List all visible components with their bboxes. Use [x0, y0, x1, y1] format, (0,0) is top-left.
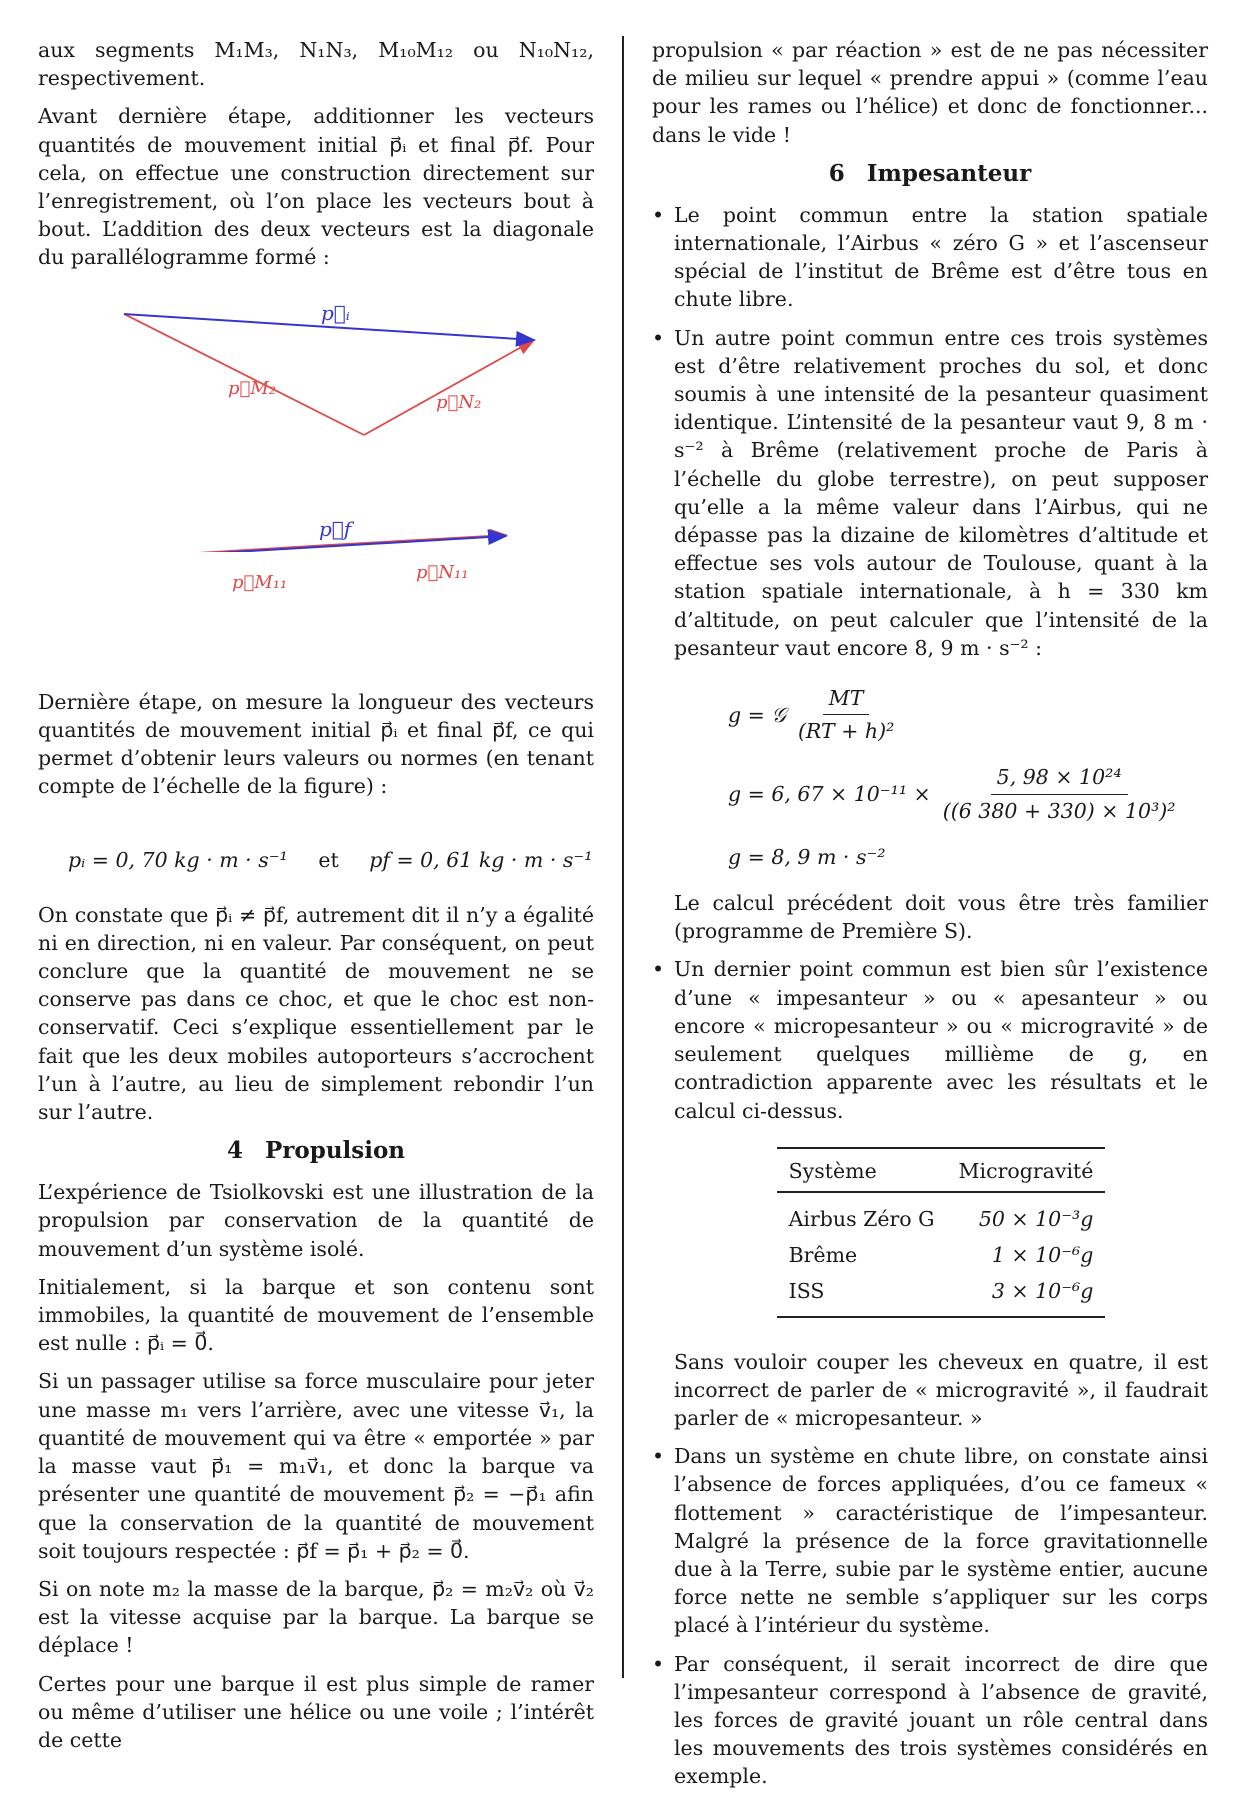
right-column [652, 36, 1208, 1801]
label-pN2: p⃗N₂ [436, 391, 482, 413]
equation-1 [728, 684, 1208, 745]
table-cell: 1 × 10⁻⁶g [991, 1243, 1094, 1268]
left-column [38, 36, 594, 1764]
eq1-denominator: (RT + h)² [797, 719, 895, 744]
section-6-number: 6 [828, 159, 845, 187]
table-cell: Airbus Zéro G [788, 1206, 935, 1231]
eq-et: et [318, 848, 339, 873]
paragraph-segments: aux segments M₁M₃, N₁N₃, M₁₀M₁₂ ou N₁₀N₁₂, respectivement. [38, 38, 594, 91]
list-item [652, 1442, 1208, 1639]
table-cell: ISS [777, 1273, 947, 1316]
paragraph-propulsion-cont: propulsion « par réaction » est de ne pas nécessiter de milieu sur lequel « prendre appui » (comme l’eau pour les rames ou l’hélice) et donc de fonctionner... dans le vide ! [652, 38, 1208, 147]
section-6-title: Impesanteur [866, 159, 1032, 187]
column-rule [622, 36, 624, 1678]
table-header-system: Système [777, 1148, 947, 1192]
gravity-equations [728, 684, 1208, 871]
bullet-flottement: • Dans un système en chute libre, on constate ainsi l’absence de forces appliquées, d’ou ce fameux « flottement » caractéristique de l’impesanteur. Malgré la présence de la force gravitationnelle due à la Terre, subie par le système entier, aucune force nette ne semble s’appliquer sur les corps placé à l’intérieur du système. [674, 1444, 1208, 1638]
table-cell: 3 × 10⁻⁶g [947, 1273, 1106, 1316]
paragraph-initial: Initialement, si la barque et son contenu sont immobiles, la quantité de mouvement de l’ensemble est nulle : p⃗ᵢ = 0⃗. [38, 1274, 594, 1356]
list-item [652, 955, 1208, 1432]
table-header-microgravity: Microgravité [947, 1148, 1106, 1192]
eq1-numerator: MT [823, 684, 870, 715]
paragraph-barque: Si on note m₂ la masse de la barque, p⃗₂ = m₂v⃗₂ où v⃗₂ est la vitesse acquise par la barque. La barque se déplace ! [38, 1576, 594, 1658]
table-header-row [777, 1148, 1106, 1192]
microgravity-table [777, 1147, 1106, 1318]
list-item [652, 201, 1208, 314]
paragraph-micropesanteur: Sans vouloir couper les cheveux en quatre, il est incorrect de parler de « microgravité », il faudrait parler de « micropesanteur. » [674, 1349, 1208, 1430]
section-4-number: 4 [226, 1137, 243, 1165]
eq1-fraction [792, 684, 900, 745]
paragraph-addition: Avant dernière étape, additionner les vecteurs quantités de mouvement initial p⃗ᵢ et final p⃗f. Pour cela, on effectue une construction directement sur l’enregistrement, où l’on place les vecteurs bout à bout. L’addition des deux vecteurs est la diagonale du parallélogramme formé : [38, 104, 594, 270]
label-pM2: p⃗M₂ [228, 377, 276, 399]
label-pN11: p⃗N₁₁ [416, 561, 469, 583]
list-item [652, 324, 1208, 946]
table-row [777, 1237, 1106, 1273]
list-item [652, 1650, 1208, 1791]
eq1-lhs: g = 𝒢 [728, 702, 786, 727]
equation-2 [728, 763, 1208, 824]
label-pf: p⃗f [319, 516, 352, 541]
bullet-microgravite: • Un dernier point commun est bien sûr l’existence d’une « impesanteur » ou « apesanteur » ou encore « micropesanteur » ou « microgravité » de seulement quelques millième de g, en contradiction apparente avec les résultats et le calcul ci-dessus. [674, 957, 1208, 1123]
bullet-chute-libre: • Le point commun entre la station spatiale internationale, l’Airbus « zéro G » et l’ascenseur spécial de l’institut de Brême est d’être tous en chute libre. [674, 202, 1208, 312]
eq2-numerator: 5, 98 × 10²⁴ [991, 763, 1128, 794]
label-pM11: p⃗M₁₁ [232, 571, 288, 593]
vector-diagram-labels [38, 282, 594, 682]
table-cell: 50 × 10⁻³g [978, 1206, 1094, 1231]
paragraph-familier: Le calcul précédent doit vous être très familier (programme de Première S). [674, 891, 1208, 944]
label-pi: p⃗ᵢ [321, 300, 350, 325]
table-row [777, 1273, 1106, 1316]
equation-3 [728, 843, 1208, 871]
vector-figure [38, 282, 594, 682]
eq3: g = 8, 9 m · s⁻² [728, 844, 886, 869]
table-row [777, 1192, 1106, 1237]
eq-pf: pf = 0, 61 kg · m · s⁻¹ [369, 848, 593, 873]
eq-pi: pᵢ = 0, 70 kg · m · s⁻¹ [68, 848, 288, 873]
momentum-values [68, 846, 594, 874]
eq2-fraction [937, 763, 1182, 824]
eq2-lhs: g = 6, 67 × 10⁻¹¹ × [728, 782, 931, 807]
section-4-heading [38, 1136, 594, 1166]
bullet-consequence: • Par conséquent, il serait incorrect de dire que l’impesanteur correspond à l’absence de gravité, les forces de gravité jouant un rôle central dans les mouvements des trois systèmes considérés en exemple. [674, 1651, 1208, 1789]
impesanteur-list [652, 201, 1208, 1791]
paragraph-measure: Dernière étape, on mesure la longueur des vecteurs quantités de mouvement initial p⃗ᵢ et final p⃗f, ce qui permet d’obtenir leurs valeurs ou normes (en tenant compte de l’échelle de la figure) : [38, 689, 594, 799]
eq2-denominator: ((6 380 + 330) × 10³)² [942, 798, 1176, 823]
paragraph-passenger: Si un passager utilise sa force musculaire pour jeter une masse m₁ vers l’arrière, avec une vitesse v⃗₁, la quantité de mouvement qui va être « emportée » par la masse vaut p⃗₁ = m₁v⃗₁, et donc la barque va présenter une quantité de mouvement p⃗₂ = −p⃗₁ afin que la conservation de la quantité de mouvement soit toujours respectée : p⃗f = p⃗₁ + p⃗₂ = 0⃗. [38, 1369, 594, 1563]
paragraph-certes: Certes pour une barque il est plus simple de ramer ou même d’utiliser une hélice ou une voile ; l’intérêt de cette [38, 1671, 594, 1752]
paragraph-tsiolkovski: L’expérience de Tsiolkovski est une illustration de la propulsion par conservation de la quantité de mouvement d’un système isolé. [38, 1180, 594, 1261]
section-6-heading [652, 159, 1208, 189]
section-4-title: Propulsion [264, 1137, 406, 1165]
table-cell: Brême [788, 1243, 858, 1268]
bullet-pesanteur: • Un autre point commun entre ces trois systèmes est d’être relativement proches du sol, et donc soumis à une intensité de la pesanteur quasiment identique. L’intensité de la pesanteur vaut 9, 8 m · s⁻² à Brême (relativement proche de Paris à l’échelle du globe terrestre), on peut supposer qu’elle a la même valeur dans l’Airbus, qui ne dépasse pas la dizaine de kilomètres d’altitude et effectue ses vols autour de Toulouse, quant à la station spatiale internationale, à h = 330 km d’altitude, on peut calculer que l’intensité de la pesanteur vaut encore 8, 9 m · s⁻² : [674, 325, 1208, 660]
paragraph-conclusion: On constate que p⃗ᵢ ≠ p⃗f, autrement dit il n’y a égalité ni en direction, ni en valeur. Par conséquent, on peut conclure que la quantité de mouvement ne se conserve pas dans ce choc, et que le choc est non-conservatif. Ceci s’explique essentiellement par le fait que les deux mobiles autoporteurs s’accrochent l’un à l’autre, au lieu de simplement rebondir l’un sur l’autre. [38, 902, 594, 1125]
